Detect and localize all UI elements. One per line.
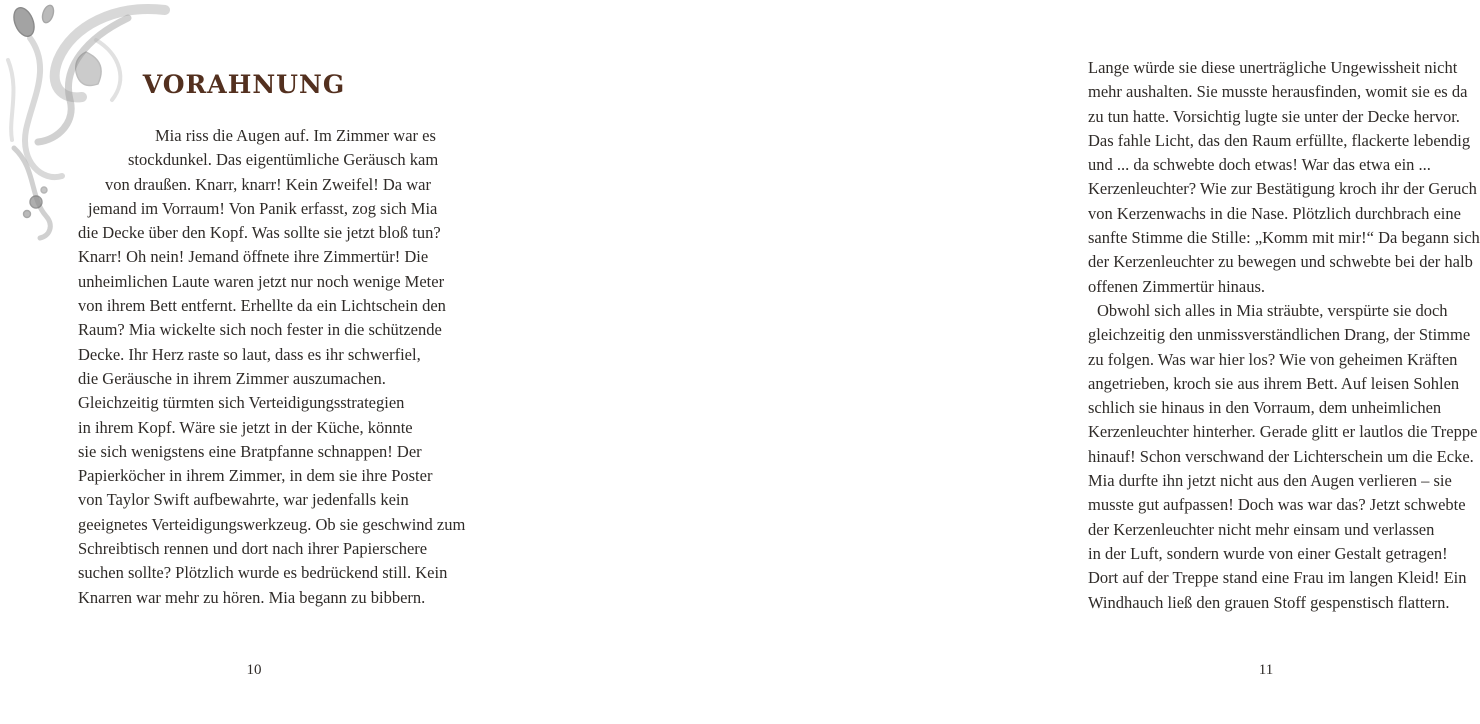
text-line: Knarren war mehr zu hören. Mia begann zu bibbern.	[78, 587, 426, 607]
paragraph-first	[1088, 56, 1480, 299]
text-line: Schreibtisch rennen und dort nach ihrer Papierschere	[78, 539, 428, 559]
text-line: Mia durfte ihn jetzt nicht aus den Augen verlieren – sie	[1088, 471, 1452, 491]
text-line: die Geräusche in ihrem Zimmer auszumachen.	[78, 368, 386, 388]
text-line: geeignetes Verteidigungswerkzeug. Ob sie geschwind zum	[78, 514, 466, 534]
text-line: von Kerzenwachs in die Nase. Plötzlich durchbrach eine	[1088, 203, 1461, 223]
text-line: Papierköcher in ihrem Zimmer, in dem sie ihre Poster	[78, 466, 433, 486]
page-number-left: 10	[246, 662, 262, 678]
text-line: von ihrem Bett entfernt. Erhellte da ein Lichtschein den	[78, 296, 446, 316]
page-left	[0, 0, 510, 724]
text-line: jemand im Vorraum! Von Panik erfasst, zog sich Mia	[88, 198, 438, 218]
text-line: Kerzenleuchter? Wie zur Bestätigung kroch ihr der Geruch	[1088, 179, 1477, 199]
text-line: mehr aushalten. Sie musste herausfinden, womit sie es da	[1088, 82, 1468, 102]
text-line: suchen sollte? Plötzlich wurde es bedrückend still. Kein	[78, 563, 448, 583]
text-line: Raum? Mia wickelte sich noch fester in die schützende	[78, 320, 442, 340]
text-line: sie sich wenigstens eine Bratpfanne schnappen! Der	[78, 441, 422, 461]
text-line: von draußen. Knarr, knarr! Kein Zweifel! Da war	[105, 174, 431, 194]
text-line: Knarr! Oh nein! Jemand öffnete ihre Zimmertür! Die	[78, 247, 429, 267]
chapter-title: VORAHNUNG	[142, 70, 346, 99]
text-line: angetrieben, kroch sie aus ihrem Bett. Auf leisen Sohlen	[1088, 373, 1460, 393]
text-line: hinauf! Schon verschwand der Lichterschein um die Ecke.	[1088, 446, 1474, 466]
text-line: Dort auf der Treppe stand eine Frau im langen Kleid! Ein	[1088, 568, 1467, 588]
text-line: Kerzenleuchter hinterher. Gerade glitt er lautlos die Treppe	[1088, 422, 1478, 442]
text-line: Windhauch ließ den grauen Stoff gespenstisch flattern.	[1088, 592, 1450, 612]
text-line: von Taylor Swift aufbewahrte, war jedenfalls kein	[78, 490, 409, 510]
paragraph-second	[1088, 299, 1480, 615]
text-line: der Kerzenleuchter nicht mehr einsam und verlassen	[1088, 519, 1435, 539]
text-line: zu tun hatte. Vorsichtig lugte sie unter der Decke hervor.	[1088, 106, 1460, 126]
text-line: Mia riss die Augen auf. Im Zimmer war es	[155, 126, 436, 145]
text-line: und ... da schwebte doch etwas! War das etwa ein ...	[1088, 155, 1431, 175]
chapter-paragraph-left	[78, 124, 494, 610]
text-line: gleichzeitig den unmissverständlichen Drang, der Stimme	[1088, 325, 1471, 345]
text-line: zu folgen. Was war hier los? Wie von geheimen Kräften	[1088, 349, 1458, 369]
text-line: in der Luft, sondern wurde von einer Gestalt getragen!	[1088, 543, 1448, 563]
text-line: Das fahle Licht, das den Raum erfüllte, flackerte lebendig	[1088, 130, 1471, 150]
text-line: Decke. Ihr Herz raste so laut, dass es ihr schwerfiel,	[78, 344, 421, 364]
text-line: in ihrem Kopf. Wäre sie jetzt in der Küche, könnte	[78, 417, 413, 437]
text-line: musste gut aufpassen! Doch was war das? Jetzt schwebte	[1088, 495, 1466, 515]
text-line: Gleichzeitig türmten sich Verteidigungsstrategien	[78, 393, 405, 413]
text-line: die Decke über den Kopf. Was sollte sie jetzt bloß tun?	[78, 223, 441, 243]
text-line: schlich sie hinaus in den Vorraum, dem unheimlichen	[1088, 398, 1442, 418]
text-line: offenen Zimmertür hinaus.	[1088, 276, 1266, 296]
text-line: stockdunkel. Das eigentümliche Geräusch kam	[128, 150, 439, 170]
text-line: sanfte Stimme die Stille: „Komm mit mir!“ Da begann sich	[1088, 228, 1480, 248]
text-line: der Kerzenleuchter zu bewegen und schwebte bei der halb	[1088, 252, 1473, 272]
text-line: Obwohl sich alles in Mia sträubte, verspürte sie doch	[1097, 300, 1448, 320]
text-line: Lange würde sie diese unerträgliche Ungewissheit nicht	[1088, 58, 1458, 77]
page-right	[510, 0, 1480, 724]
right-page-text	[1088, 56, 1480, 615]
page-number-right: 11	[1258, 662, 1274, 678]
text-line: unheimlichen Laute waren jetzt nur noch wenige Meter	[78, 271, 445, 291]
